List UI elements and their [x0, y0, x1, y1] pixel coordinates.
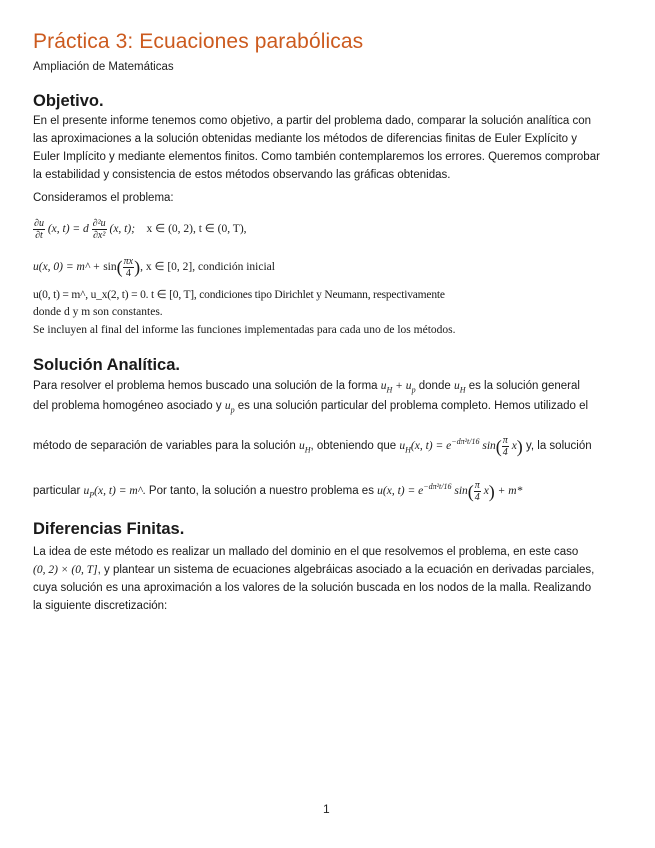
math-uh-plus-up: $u_H + u_p$: [380, 380, 416, 395]
eq2-tail: , x ∈ [0, 2], condición inicial: [140, 261, 275, 274]
math-uh: $u_H$: [453, 380, 466, 395]
page-title: Práctica 3: Ecuaciones parabólicas: [33, 30, 364, 53]
math-uh-solution: $u_H(x$, $t) = e^{-d\pi^2t/16}$ sin( $\frac{\pi}{4}$ x): [399, 434, 523, 458]
equation-boundary-conditions: u(0, t) = m^, u_x(2, t) = 0. t ∈ [0, T], condiciones tipo Dirichlet y Neumann, respectivamente: [33, 289, 445, 301]
section-heading-solucion: Solución Analítica.: [33, 356, 180, 374]
donde-constantes: donde d y m son constantes.: [33, 306, 163, 318]
equation-pde: $\frac{\partial u}{\partial t}$ (x, t) = d $\frac{\text{∂²u}}{\text{∂x²}}$ (x, t); x ∈ (0, 2), t ∈ (0, T),: [34, 218, 247, 241]
solucion-line-1: Para resolver el problema hemos buscado una solución de la forma $u_H + u_p$ donde $u_H$ es la solución general: [33, 380, 580, 395]
page-subtitle: Ampliación de Matemáticas: [33, 61, 174, 73]
math-up: $u_p$: [224, 400, 235, 415]
objetivo-line-3: Euler Implícito y mediante elementos finitos. Como también contemplaremos los errores. Queremos comprobar: [33, 151, 600, 163]
solucion-line-4: particular $u_P(x$, t) = m^. Por tanto, la solución a nuestro problema es u(x, $t) = e^{-d\pi^2t/16}$ sin( $\frac{\pi}{4}$ x) + m*: [33, 479, 523, 503]
consideramos-text: Consideramos el problema:: [33, 192, 174, 204]
eq1-domain: x ∈ (0, 2), t ∈ (0, T),: [146, 223, 247, 236]
section-heading-objetivo: Objetivo.: [33, 92, 104, 110]
diferencias-line-4: la siguiente discretización:: [33, 600, 168, 612]
diferencias-line-2: (0, 2) × (0, T], y plantear un sistema de ecuaciones algebráicas asociado a la ecuación en derivadas parciales,: [33, 564, 595, 576]
diferencias-line-3: cuya solución es una aproximación a los valores de la solución buscada en los nodos de la malla. Realizando: [33, 582, 592, 594]
equation-initial-condition: u(x, 0) = m^ + sin( $\frac{\pi x}{4}$ ), x ∈ [0, 2], condición inicial: [33, 256, 275, 279]
objetivo-line-2: las aproximaciones a la solución obtenidas mediante los métodos de diferencias finitas de Euler Explícito y: [33, 133, 577, 145]
solucion-line-3: método de separación de variables para la solución $u_H$, obteniendo que $u_H(x$, $t) = e^{-d\pi^2t/16}$ sin( $\frac{\pi}{4}$ x) y, la solución: [33, 434, 592, 458]
diferencias-paragraph: [33, 543, 625, 615]
math-up-solution: $u_P(x$, t) = m^: [83, 484, 143, 500]
objetivo-paragraph: [33, 112, 625, 184]
diferencias-line-1: La idea de este método es realizar un mallado del dominio en el que resolvemos el problema, en este caso: [33, 546, 579, 558]
math-full-solution: u(x, $t) = e^{-d\pi^2t/16}$ sin( $\frac{\pi}{4}$ x) + m*: [377, 479, 523, 503]
objetivo-line-4: la estabilidad y consistencia de estos métodos observando las gráficas obtenidas.: [33, 169, 451, 181]
eq-du-dt: $\frac{\partial u}{\partial t}$: [34, 218, 44, 241]
solucion-line-2: del problema homogéneo asociado y $u_p$ es una solución particular del problema completo. Hemos utilizado el: [33, 400, 589, 415]
page-number: 1: [323, 802, 330, 816]
section-heading-diferencias: Diferencias Finitas.: [33, 520, 185, 538]
incluyen-funciones: Se incluyen al final del informe las funciones implementadas para cada uno de los métodos.: [33, 324, 456, 336]
math-domain: (0, 2) × (0, T]: [33, 564, 98, 576]
objetivo-line-1: En el presente informe tenemos como objetivo, a partir del problema dado, comparar la solución analítica con: [33, 115, 592, 127]
math-uh-2: $u_H$: [298, 439, 311, 455]
eq-d2u-dx2: $\frac{\text{∂²u}}{\text{∂x²}}$: [92, 218, 106, 241]
